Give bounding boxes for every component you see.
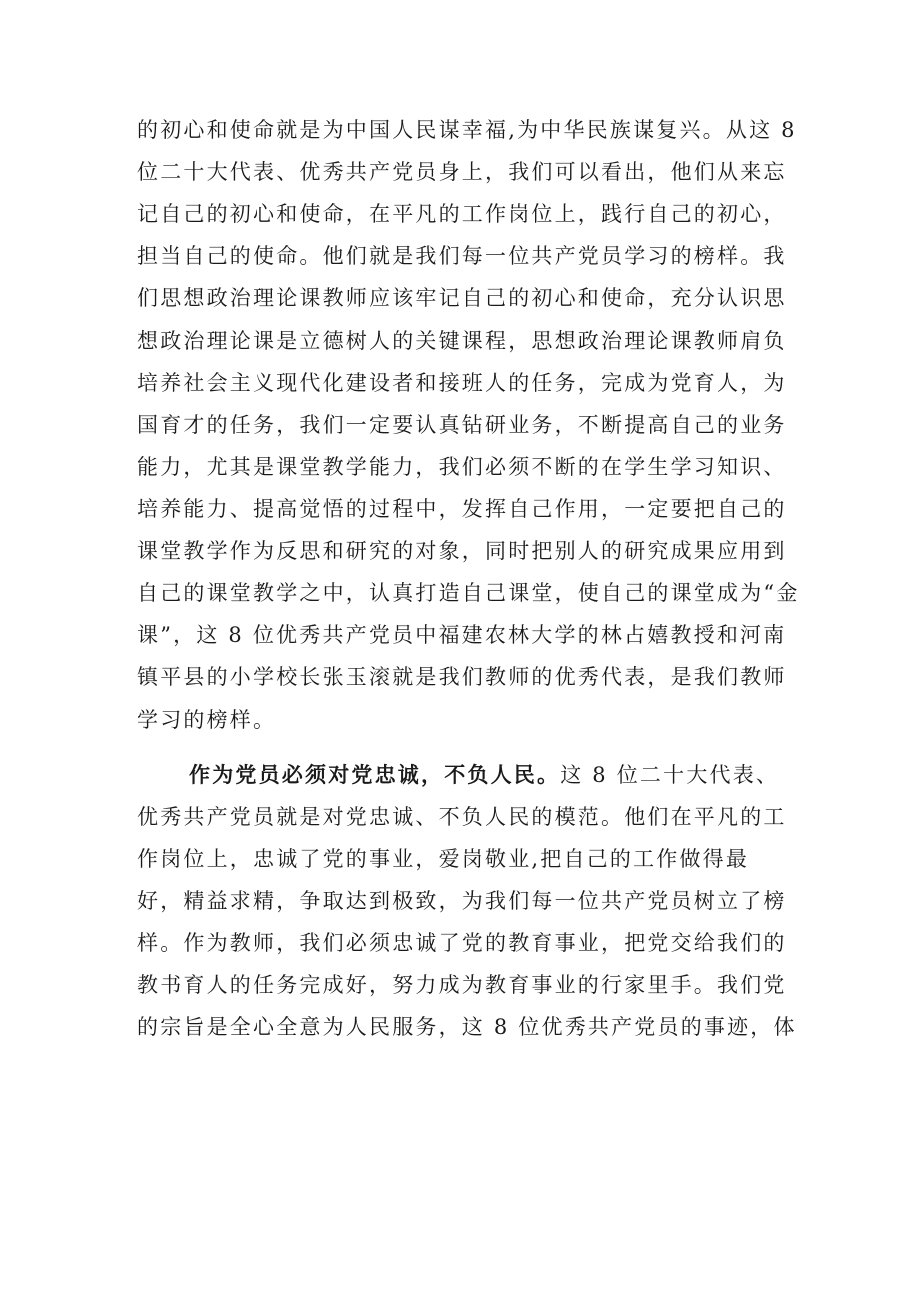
paragraph-1-line: 学习的榜样。 [137,708,277,732]
paragraph-2-heading: 作为党员必须对党忠诚，不负人民。 [189,762,561,787]
paragraph-1-line: 们思想政治理论课教师应该牢记自己的初心和使命，充分认识思 [137,286,787,310]
paragraph-1-line: 课堂教学作为反思和研究的对象，同时把别人的研究成果应用到 [137,539,787,563]
paragraph-1-line: 培养社会主义现代化建设者和接班人的任务，完成为党育人，为 [137,371,787,395]
paragraph-2-line: 作岗位上，忠诚了党的事业，爱岗敬业,把自己的工作做得最 [137,847,750,871]
paragraph-1-line: 想政治理论课是立德树人的关键课程，思想政治理论课教师肩负 [137,329,787,353]
paragraph-1-line: 国育才的任务，我们一定要认真钻研业务，不断提高自己的业务 [137,413,787,437]
paragraph-1-line: 位二十大代表、优秀共产党员身上，我们可以看出，他们从来忘 [137,160,787,184]
paragraph-2-line: 好，精益求精，争取达到极致，为我们每一位共产党员树立了榜 [137,889,787,913]
paragraph-2-line: 优秀共产党员就是对党忠诚、不负人民的模范。他们在平凡的工 [137,805,787,829]
paragraph-1-line: 的初心和使命就是为中国人民谋幸福,为中华民族谋复兴。从这 8 [137,118,797,142]
paragraph-1-line: 自己的课堂教学之中，认真打造自己课堂，使自己的课堂成为“金 [137,581,800,605]
paragraph-1-line: 担当自己的使命。他们就是我们每一位共产党员学习的榜样。我 [137,244,787,268]
paragraph-2-line: 的宗旨是全心全意为人民服务，这 8 位优秀共产党员的事迹，体 [137,1015,797,1039]
paragraph-2-line: 教书育人的任务完成好，努力成为教育事业的行家里手。我们党 [137,973,787,997]
paragraph-2-first-line [189,760,779,790]
paragraph-1-line: 记自己的初心和使命，在平凡的工作岗位上，践行自己的初心， [137,202,787,226]
paragraph-1-line: 镇平县的小学校长张玉滚就是我们教师的优秀代表，是我们教师 [137,665,787,689]
paragraph-2-line: 样。作为教师，我们必须忠诚了党的教育事业，把党交给我们的 [137,931,787,955]
paragraph-1-line: 培养能力、提高觉悟的过程中，发挥自己作用，一定要把自己的 [137,497,787,521]
paragraph-1-line: 能力，尤其是课堂教学能力，我们必须不断的在学生学习知识、 [137,455,787,479]
paragraph-2-first-line-rest: 这 8 位二十大代表、 [560,763,780,787]
paragraph-1-line: 课”，这 8 位优秀共产党员中福建农林大学的林占嬉教授和河南 [137,623,787,647]
